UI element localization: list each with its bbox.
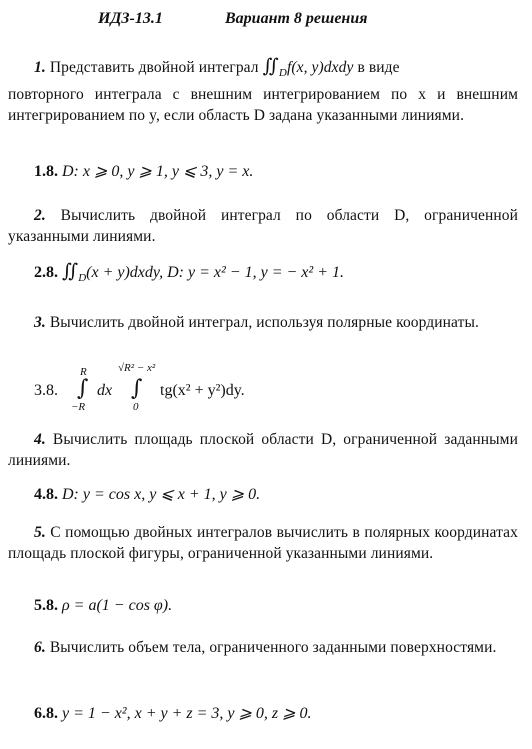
- inner-upper-limit: √R² − x²: [118, 362, 156, 374]
- example-1-expr: D: x ⩾ 0, y ⩾ 1, y ⩽ 3, y = x.: [62, 163, 254, 180]
- example-4-8: [34, 484, 260, 504]
- example-6-8: [34, 703, 312, 723]
- task-2-number: 2.: [34, 207, 46, 224]
- example-2-expr: (x + y)dxdy, D: y = x² − 1, y = − x² + 1.: [86, 264, 344, 281]
- inner-integral-symbol: ∫: [131, 376, 143, 401]
- integral-region: D: [278, 67, 287, 80]
- task-6-text: Вычислить объем тела, ограниченного заданными поверхностями.: [49, 639, 497, 656]
- example-2-label: 2.8.: [34, 264, 58, 281]
- task-3-number: 3.: [34, 314, 46, 331]
- example-5-label: 5.8.: [34, 597, 58, 614]
- example-5-expr: ρ = a(1 − cos φ).: [62, 597, 173, 614]
- double-integral-symbol: ∬: [62, 260, 79, 282]
- task-6-number: 6.: [34, 639, 46, 656]
- example-1-label: 1.8.: [34, 163, 58, 180]
- task-2: [8, 205, 518, 247]
- task-5-text: С помощью двойных интегралов вычислить в полярных координатах площадь плоской фигуры, ограниченной указанными линиями.: [8, 524, 518, 562]
- task-1-integrand: f(x, y)dxdy: [286, 59, 354, 76]
- example-6-expr: y = 1 − x², x + y + z = 3, y ⩾ 0, z ⩾ 0.: [62, 705, 312, 722]
- example-2-8: [34, 260, 344, 284]
- task-5: [8, 522, 518, 564]
- outer-differential: dx: [97, 382, 113, 399]
- task-1-text-inline: в виде: [357, 59, 400, 76]
- task-1: [8, 56, 518, 126]
- variant-title: Вариант 8 решения: [225, 10, 368, 27]
- task-1-text-rest: повторного интеграла с внешним интегрированием по x и внешним интегрированием по y, если область D задана указанными линиями.: [8, 86, 518, 125]
- task-4-number: 4.: [34, 431, 46, 448]
- task-3-text: Вычислить двойной интеграл, используя полярные координаты.: [49, 314, 480, 331]
- outer-upper-limit: R: [80, 366, 87, 378]
- outer-lower-limit: −R: [71, 401, 86, 413]
- doc-code: ИДЗ-13.1: [98, 10, 163, 27]
- task-1-text-start: Представить двойной интеграл: [49, 59, 259, 76]
- example-4-label: 4.8.: [34, 486, 58, 503]
- example-3-label: 3.8.: [34, 382, 58, 399]
- inner-lower-limit: 0: [133, 401, 139, 413]
- example-3-integrand: tg(x² + y²)dy.: [160, 382, 245, 399]
- task-3: [8, 312, 518, 333]
- task-2-text: Вычислить двойной интеграл по области D, ограниченной указанными линиями.: [8, 207, 518, 245]
- task-5-number: 5.: [34, 524, 46, 541]
- double-integral-symbol: ∬: [262, 55, 279, 77]
- task-4: [8, 429, 518, 471]
- task-6: [8, 637, 518, 658]
- example-5-8: [34, 597, 172, 615]
- example-6-label: 6.8.: [34, 705, 58, 722]
- outer-integral-symbol: ∫: [77, 376, 89, 401]
- task-1-number: 1.: [34, 59, 46, 76]
- example-4-expr: D: y = cos x, y ⩽ x + 1, y ⩾ 0.: [62, 486, 261, 503]
- integral-region: D: [78, 272, 87, 285]
- example-1-8: [34, 161, 253, 181]
- task-4-text: Вычислить площадь плоской области D, ограниченной заданными линиями.: [8, 431, 518, 469]
